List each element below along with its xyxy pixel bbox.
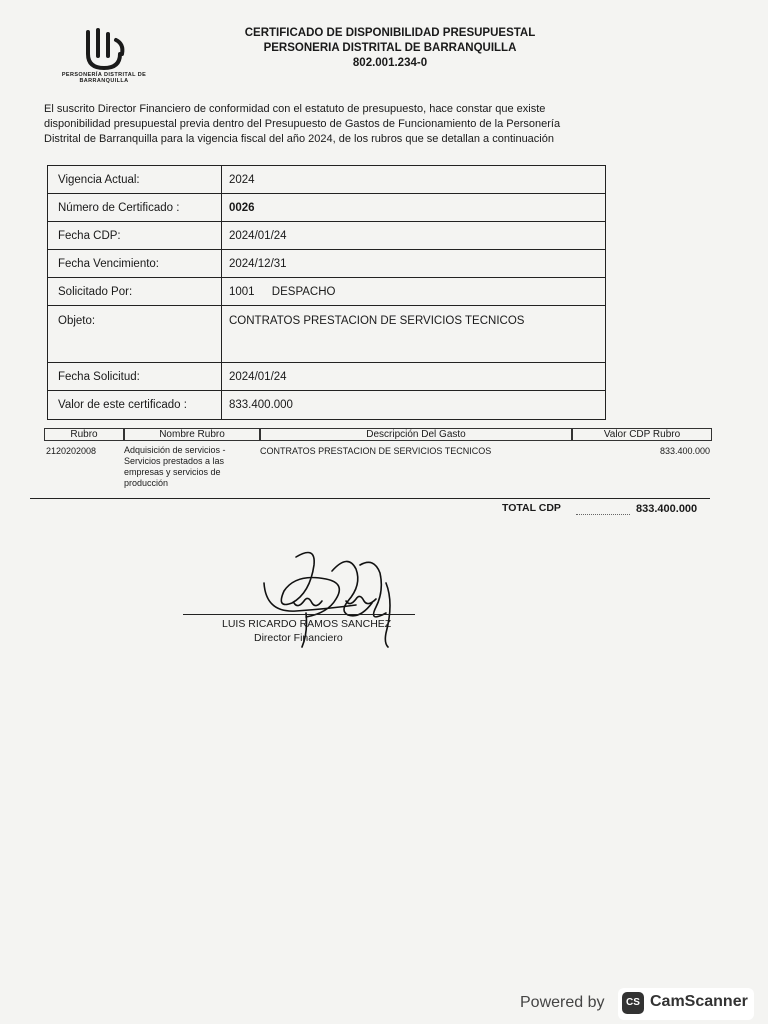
- rubro-description: CONTRATOS PRESTACION DE SERVICIOS TECNICOS: [260, 446, 492, 456]
- info-value: 2024: [229, 174, 255, 186]
- info-row-solicitado: [48, 278, 605, 306]
- info-label: Solicitado Por:: [48, 278, 222, 305]
- info-label: Fecha CDP:: [48, 222, 222, 249]
- info-row-fecha-solicitud: [48, 363, 605, 391]
- info-value: 833.400.000: [229, 399, 293, 411]
- total-leader: [576, 514, 630, 515]
- camscanner-icon: CS: [622, 992, 644, 1014]
- intro-paragraph: [44, 102, 664, 147]
- info-row-valor: [48, 391, 605, 419]
- entity-nit: 802.001.234-0: [352, 57, 428, 69]
- rubro-code: 2120202008: [46, 446, 97, 456]
- rubro-value: 833.400.000: [659, 446, 710, 456]
- info-row-numero: [48, 194, 605, 222]
- info-value: 2024/01/24: [229, 230, 287, 242]
- info-value: 2024/01/24: [229, 371, 287, 383]
- rubro-name: Adquisición de servicios - Servicios prestados a las empresas y servicios de producción: [124, 445, 226, 488]
- intro-line: Distrital de Barranquilla para la vigencia fiscal del año 2024, de los rubros que se detallan a continuación: [44, 133, 554, 145]
- info-label: Valor de este certificado :: [48, 391, 222, 419]
- info-label: Fecha Solicitud:: [48, 363, 222, 390]
- signer-title: Director Financiero: [254, 632, 343, 644]
- info-value: 2024/12/31: [229, 258, 287, 270]
- info-value: 0026: [229, 202, 255, 214]
- document-title: CERTIFICADO DE DISPONIBILIDAD PRESUPUESTAL: [244, 27, 536, 39]
- intro-line: El suscrito Director Financiero de conformidad con el estatuto de presupuesto, hace constar que existe: [44, 103, 546, 115]
- column-header-rubro: Rubro: [44, 428, 124, 441]
- logo-caption: PERSONERÍA DISTRITAL DE BARRANQUILLA: [61, 72, 147, 84]
- dependency-code: 1001: [229, 286, 255, 298]
- total-label: TOTAL CDP: [502, 502, 561, 514]
- info-label: Número de Certificado :: [48, 194, 222, 221]
- info-value: [222, 278, 605, 305]
- total-value: 833.400.000: [636, 503, 698, 515]
- powered-by-label: Powered by: [520, 994, 605, 1011]
- certificate-info-table: [47, 165, 606, 420]
- dependency-name: DESPACHO: [271, 286, 336, 298]
- info-label: Vigencia Actual:: [48, 166, 222, 193]
- document-header: [150, 26, 630, 71]
- info-value: CONTRATOS PRESTACION DE SERVICIOS TECNICOS: [229, 315, 525, 327]
- rubro-table-header: [44, 428, 712, 442]
- info-row-vencimiento: [48, 250, 605, 278]
- signer-name: LUIS RICARDO RAMOS SANCHEZ: [222, 618, 392, 630]
- info-row-objeto: [48, 306, 605, 363]
- total-divider: [30, 498, 710, 499]
- camscanner-brand: CamScanner: [650, 993, 748, 1010]
- info-label: Objeto:: [48, 306, 222, 362]
- entity-name: PERSONERIA DISTRITAL DE BARRANQUILLA: [263, 42, 517, 54]
- column-header-valor: Valor CDP Rubro: [572, 428, 712, 441]
- info-label: Fecha Vencimiento:: [48, 250, 222, 277]
- info-row-fecha-cdp: [48, 222, 605, 250]
- column-header-descripcion: Descripción Del Gasto: [260, 428, 572, 441]
- column-header-nombre: Nombre Rubro: [124, 428, 260, 441]
- signature-line: [183, 614, 415, 615]
- intro-line: disponibilidad presupuestal previa dentro del Presupuesto de Gastos de Funcionamiento de la Personería: [44, 118, 561, 130]
- info-row-vigencia: [48, 166, 605, 194]
